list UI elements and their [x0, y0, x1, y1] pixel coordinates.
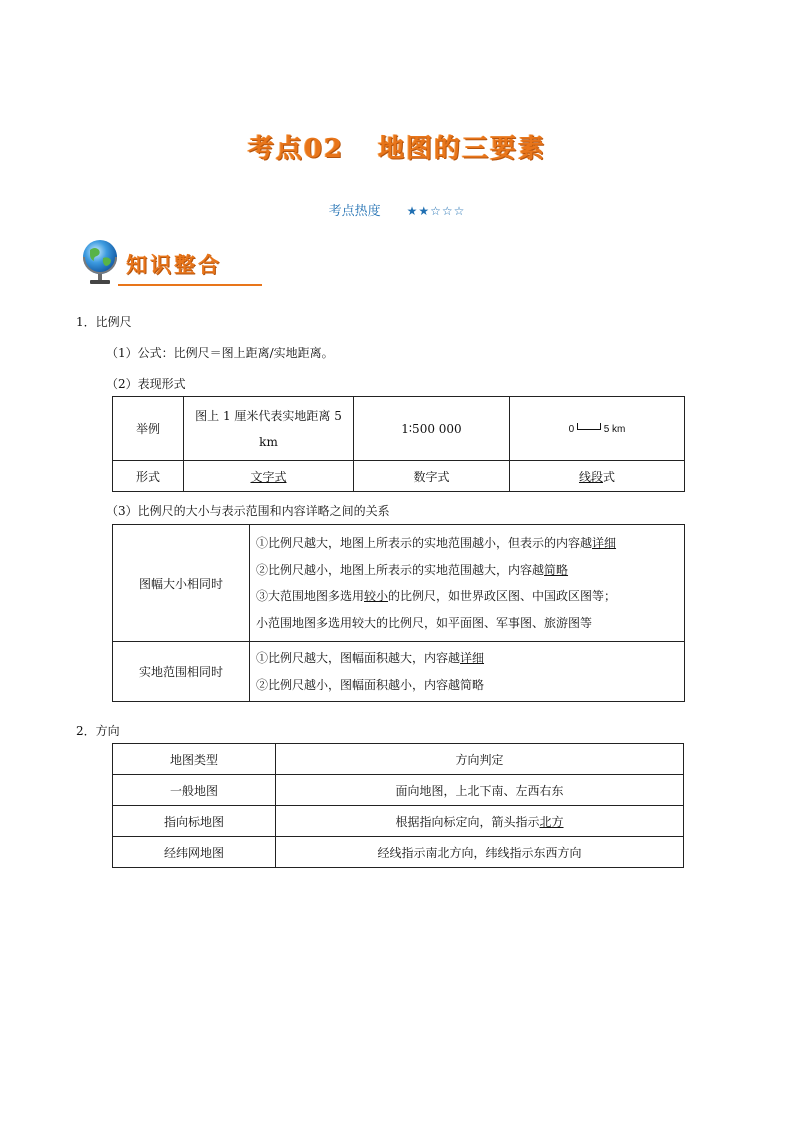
table-row [113, 775, 684, 806]
g1-line1-text: ①比例尺越大，地图上所表示的实地范围越小，但表示的内容越 [256, 536, 593, 550]
group-same-map-size: 图幅大小相同时 [113, 525, 250, 642]
table-row [113, 744, 684, 775]
list-item [256, 645, 678, 672]
group-same-area-content [250, 642, 685, 702]
scale-relation-table [112, 524, 685, 702]
group-same-map-size-content [250, 525, 685, 642]
numeric-scale-example: 1∶500 000 [354, 397, 510, 461]
method-compass-underlined: 北方 [539, 814, 564, 829]
g1-line2-underlined: 简略 [544, 562, 569, 577]
relation-title: （3）比例尺的大小与表示范围和内容详略之间的关系 [106, 504, 390, 518]
header-direction-method: 方向判定 [276, 744, 684, 775]
table-row [113, 642, 685, 702]
table-row [113, 806, 684, 837]
g2-line1-underlined: 详细 [460, 651, 485, 665]
forms-row-label-form: 形式 [113, 461, 184, 492]
g1-line1-underlined: 详细 [592, 536, 617, 550]
section-heading [78, 236, 262, 288]
header-map-type: 地图类型 [113, 744, 276, 775]
g1-line3-suffix: 的比例尺，如世界政区图、中国政区图等； [388, 589, 617, 603]
globe-icon [78, 236, 124, 288]
heat-rating [0, 200, 794, 219]
method-graticule: 经线指示南北方向，纬线指示东西方向 [276, 837, 684, 868]
text-form-cell [184, 461, 354, 492]
scale-bar-value: 5 km [603, 423, 626, 435]
scale-bar-zero: 0 [568, 423, 575, 435]
list-item [256, 557, 678, 584]
scale-heading: 1．比例尺 [76, 315, 132, 329]
map-type-graticule: 经纬网地图 [113, 837, 276, 868]
text-form: 文字式 [250, 469, 287, 484]
group-same-area: 实地范围相同时 [113, 642, 250, 702]
numeric-form-cell: 数字式 [354, 461, 510, 492]
method-general: 面向地图，上北下南、左西右东 [276, 775, 684, 806]
line-scale-example [510, 397, 685, 461]
table-row [113, 397, 685, 461]
table-row [113, 461, 685, 492]
heat-label: 考点热度 [328, 204, 381, 219]
line-form-cell [510, 461, 685, 492]
table-row [113, 837, 684, 868]
g1-line2-text: ②比例尺越小，地图上所表示的实地范围越大，内容越 [256, 562, 545, 577]
text-scale-example: 图上 1 厘米代表实地距离 5 km [184, 397, 354, 461]
method-compass [276, 806, 684, 837]
scale-forms-table [112, 396, 685, 492]
map-type-compass: 指向标地图 [113, 806, 276, 837]
scale-bar-line [577, 423, 601, 430]
list-item: 小范围地图多选用较大的比例尺，如平面图、军事图、旅游图等 [256, 615, 593, 630]
title-name: 地图的三要素 [378, 134, 547, 164]
section-heading-rule [118, 284, 262, 286]
forms-title: （2）表现形式 [106, 377, 186, 391]
g2-line1-text: ①比例尺越大，图幅面积越大，内容越 [256, 651, 461, 665]
g1-line3-text: ③大范围地图多选用 [256, 589, 365, 603]
page-title [0, 128, 794, 165]
list-item: ②比例尺越小，图幅面积越小，内容越简略 [256, 677, 485, 692]
title-code: 考点02 [247, 134, 345, 164]
table-row [113, 525, 685, 642]
direction-heading: 2．方向 [76, 724, 120, 738]
scale-formula: （1）公式：比例尺＝图上距离/实地距离。 [106, 346, 334, 360]
list-item [256, 583, 678, 610]
list-item [256, 530, 678, 557]
scale-bar [569, 417, 626, 443]
direction-table [112, 743, 684, 868]
heat-stars: ★★☆☆☆ [406, 204, 466, 218]
line-form-suffix: 式 [603, 469, 616, 484]
map-type-general: 一般地图 [113, 775, 276, 806]
g1-line3-underlined: 较小 [364, 589, 389, 603]
method-compass-text: 根据指向标定向，箭头指示 [395, 814, 540, 829]
forms-row-label-example: 举例 [113, 397, 184, 461]
section-heading-text: 知识整合 [126, 253, 222, 277]
line-form-underlined: 线段 [578, 469, 603, 484]
